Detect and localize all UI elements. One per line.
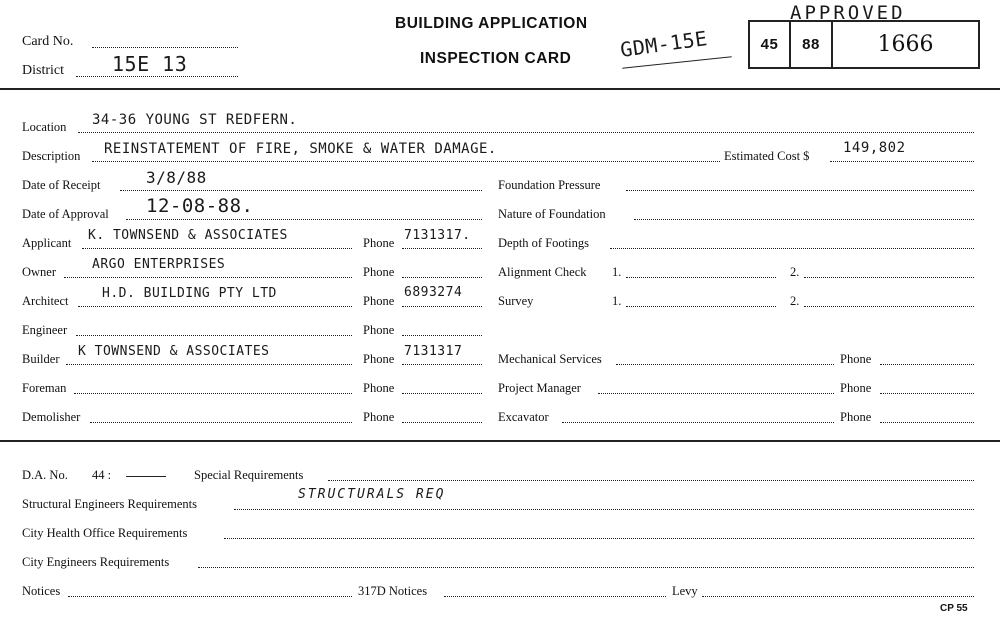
excavator-phone-line bbox=[880, 422, 974, 423]
da-no-value: 44 : bbox=[92, 468, 112, 482]
foundation-pressure-line bbox=[626, 190, 974, 191]
architect-value: H.D. BUILDING PTY LTD bbox=[102, 286, 277, 301]
date-of-approval-label: Date of Approval bbox=[22, 207, 109, 221]
mechanical-services-phone-line bbox=[880, 364, 974, 365]
engineer-phone-line bbox=[402, 335, 482, 336]
survey-num2: 2. bbox=[790, 294, 800, 308]
applicant-label: Applicant bbox=[22, 236, 72, 250]
nature-of-foundation-label: Nature of Foundation bbox=[498, 207, 606, 221]
estimated-cost-value: 149,802 bbox=[843, 140, 906, 156]
survey-line2 bbox=[804, 306, 974, 307]
city-health-line bbox=[224, 538, 974, 539]
demolisher-label: Demolisher bbox=[22, 410, 81, 424]
description-line bbox=[92, 161, 720, 162]
applicant-phone-value: 7131317. bbox=[404, 228, 471, 243]
architect-label: Architect bbox=[22, 294, 69, 308]
estimated-cost-label: Estimated Cost $ bbox=[724, 149, 810, 163]
special-requirements-line bbox=[328, 480, 974, 481]
card-no-label: Card No. bbox=[22, 34, 74, 49]
mechanical-services-line bbox=[616, 364, 834, 365]
survey-label: Survey bbox=[498, 294, 534, 308]
code-handwritten: GDM-15E bbox=[618, 26, 710, 62]
builder-label: Builder bbox=[22, 352, 60, 366]
survey-num1: 1. bbox=[612, 294, 622, 308]
description-value: REINSTATEMENT OF FIRE, SMOKE & WATER DAMAGE. bbox=[104, 141, 497, 157]
architect-phone-line bbox=[402, 306, 482, 307]
card-no-line bbox=[92, 47, 238, 48]
notices-label: Notices bbox=[22, 584, 61, 598]
da-no-dash bbox=[126, 476, 166, 477]
excavator-line bbox=[562, 422, 834, 423]
alignment-check-line1 bbox=[626, 277, 776, 278]
number-box bbox=[748, 20, 980, 69]
builder-value: K TOWNSEND & ASSOCIATES bbox=[78, 344, 270, 359]
nature-of-foundation-line bbox=[634, 219, 974, 220]
notices-line bbox=[68, 596, 352, 597]
demolisher-phone-line bbox=[402, 422, 482, 423]
builder-phone-value: 7131317 bbox=[404, 344, 463, 359]
structural-engineers-label: Structural Engineers Requirements bbox=[22, 497, 197, 511]
district-label: District bbox=[22, 63, 64, 78]
mechanical-services-phone-label: Phone bbox=[840, 352, 872, 366]
foreman-line bbox=[74, 393, 352, 394]
architect-phone-label: Phone bbox=[363, 294, 395, 308]
number-box-cell bbox=[750, 22, 791, 67]
owner-phone-line bbox=[402, 277, 482, 278]
date-of-receipt-line bbox=[120, 190, 482, 191]
title-line1: BUILDING APPLICATION bbox=[395, 15, 588, 32]
foreman-phone-line bbox=[402, 393, 482, 394]
foundation-pressure-label: Foundation Pressure bbox=[498, 178, 601, 192]
city-engineers-label: City Engineers Requirements bbox=[22, 555, 170, 569]
owner-value: ARGO ENTERPRISES bbox=[92, 257, 226, 272]
owner-phone-label: Phone bbox=[363, 265, 395, 279]
number-box-cell bbox=[791, 22, 833, 67]
depth-of-footings-line bbox=[610, 248, 974, 249]
date-of-receipt-value: 3/8/88 bbox=[146, 168, 207, 187]
builder-line bbox=[66, 364, 352, 365]
city-health-label: City Health Office Requirements bbox=[22, 526, 188, 540]
foreman-label: Foreman bbox=[22, 381, 67, 395]
location-line bbox=[78, 132, 974, 133]
top-divider bbox=[0, 88, 1000, 90]
form-code: CP 55 bbox=[940, 603, 968, 614]
district-line bbox=[76, 76, 238, 77]
location-label: Location bbox=[22, 120, 67, 134]
excavator-phone-label: Phone bbox=[840, 410, 872, 424]
engineer-phone-label: Phone bbox=[363, 323, 395, 337]
builder-phone-label: Phone bbox=[363, 352, 395, 366]
location-value: 34-36 YOUNG ST REDFERN. bbox=[92, 112, 298, 128]
alignment-check-num2: 2. bbox=[790, 265, 800, 279]
alignment-check-num1: 1. bbox=[612, 265, 622, 279]
owner-label: Owner bbox=[22, 265, 57, 279]
notices-317d-label: 317D Notices bbox=[358, 584, 428, 598]
applicant-line bbox=[82, 248, 352, 249]
project-manager-line bbox=[598, 393, 834, 394]
architect-phone-value: 6893274 bbox=[404, 285, 463, 300]
applicant-value: K. TOWNSEND & ASSOCIATES bbox=[88, 228, 288, 243]
depth-of-footings-label: Depth of Footings bbox=[498, 236, 589, 250]
number-box-value: 45 bbox=[760, 36, 779, 53]
project-manager-phone-label: Phone bbox=[840, 381, 872, 395]
da-no-label: D.A. No. bbox=[22, 468, 68, 482]
date-of-approval-value: 12-08-88. bbox=[146, 195, 254, 217]
alignment-check-line2 bbox=[804, 277, 974, 278]
applicant-phone-label: Phone bbox=[363, 236, 395, 250]
number-box-cell bbox=[833, 22, 978, 67]
levy-label: Levy bbox=[672, 584, 698, 598]
demolisher-line bbox=[90, 422, 352, 423]
district-value: 15E 13 bbox=[112, 52, 188, 76]
builder-phone-line bbox=[402, 364, 482, 365]
date-of-approval-line bbox=[126, 219, 482, 220]
description-label: Description bbox=[22, 149, 81, 163]
levy-line bbox=[702, 596, 974, 597]
excavator-label: Excavator bbox=[498, 410, 549, 424]
middle-divider bbox=[0, 440, 1000, 442]
applicant-phone-line bbox=[402, 248, 482, 249]
mechanical-services-label: Mechanical Services bbox=[498, 352, 602, 366]
engineer-line bbox=[76, 335, 352, 336]
structural-engineers-value: STRUCTURALS REQ bbox=[298, 487, 446, 502]
approved-stamp: APPROVED bbox=[790, 2, 906, 24]
architect-line bbox=[78, 306, 352, 307]
owner-line bbox=[64, 277, 352, 278]
structural-engineers-line bbox=[234, 509, 974, 510]
alignment-check-label: Alignment Check bbox=[498, 265, 587, 279]
date-of-receipt-label: Date of Receipt bbox=[22, 178, 101, 192]
special-requirements-label: Special Requirements bbox=[194, 468, 304, 482]
foreman-phone-label: Phone bbox=[363, 381, 395, 395]
notices-317d-line bbox=[444, 596, 666, 597]
city-engineers-line bbox=[198, 567, 974, 568]
number-box-value: 1666 bbox=[877, 32, 934, 57]
project-manager-label: Project Manager bbox=[498, 381, 581, 395]
project-manager-phone-line bbox=[880, 393, 974, 394]
engineer-label: Engineer bbox=[22, 323, 68, 337]
estimated-cost-line bbox=[830, 161, 974, 162]
demolisher-phone-label: Phone bbox=[363, 410, 395, 424]
title-line2: INSPECTION CARD bbox=[420, 50, 572, 67]
number-box-value: 88 bbox=[802, 36, 820, 53]
survey-line1 bbox=[626, 306, 776, 307]
